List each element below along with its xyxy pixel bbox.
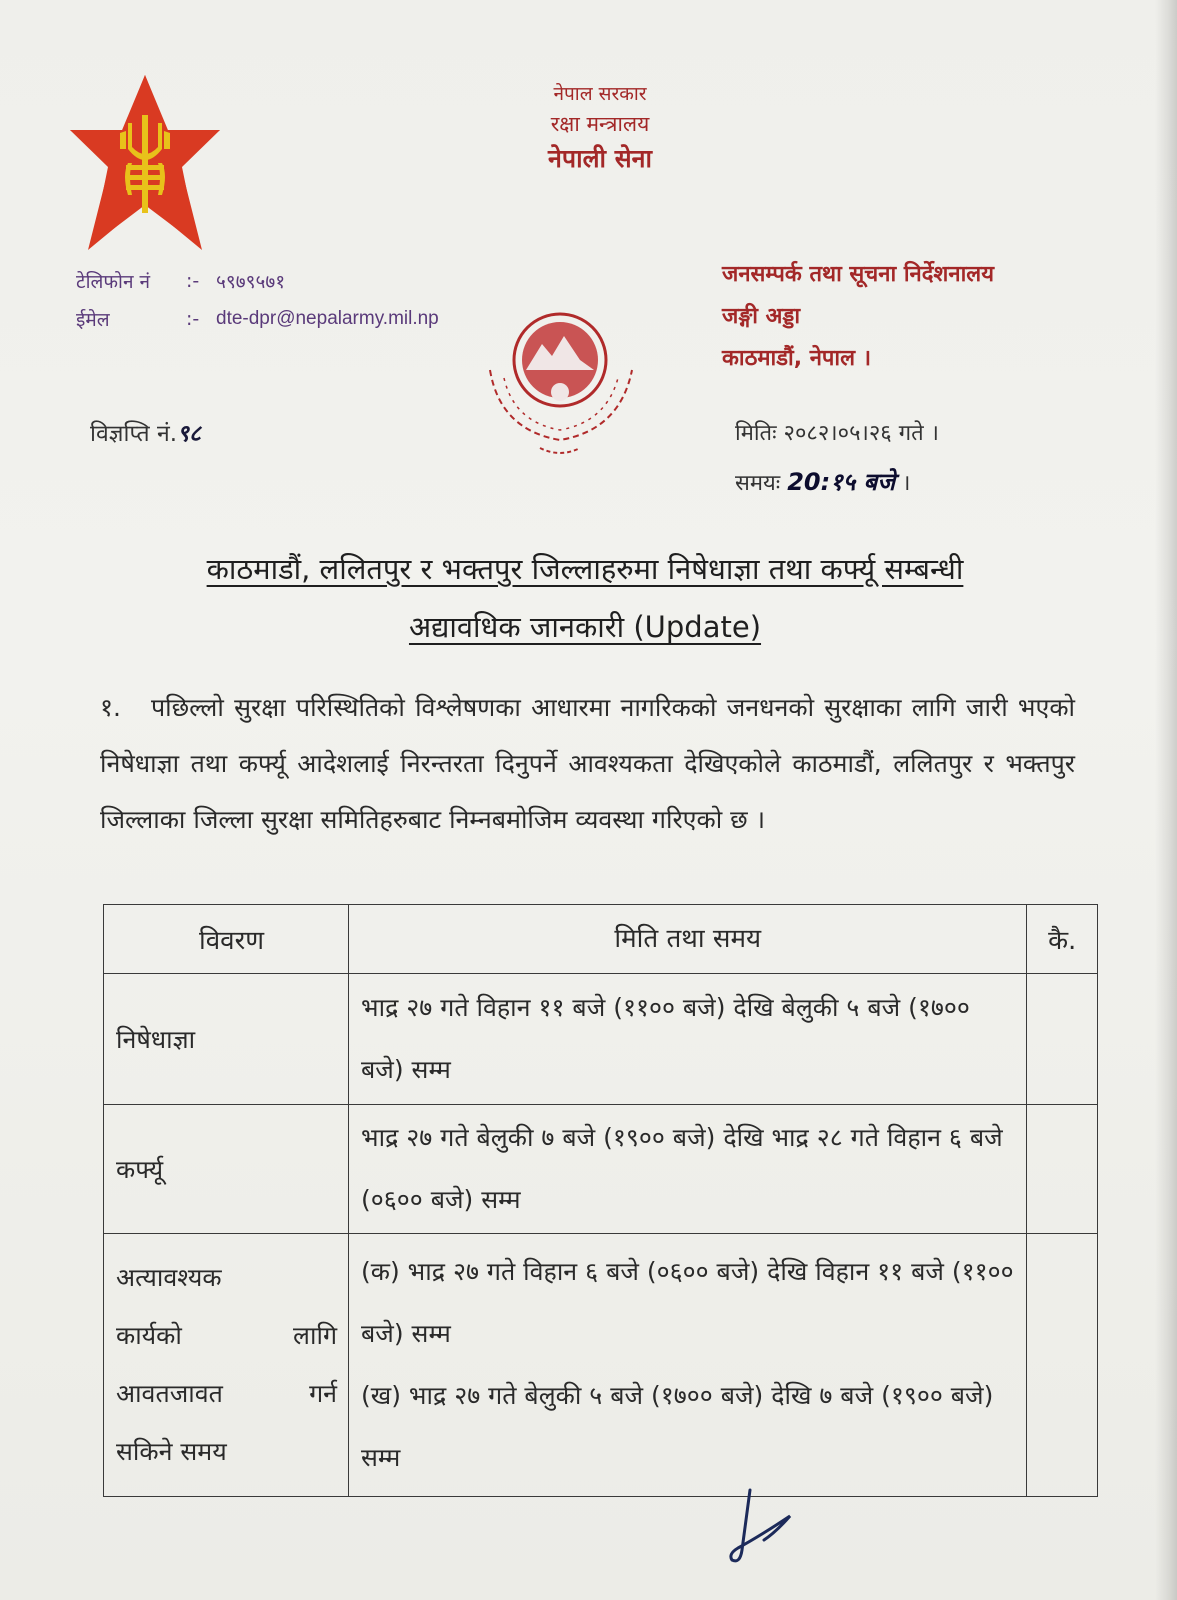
phone-separator: :- [186,270,200,292]
row-item-word: गर्न [309,1379,338,1408]
time-label: समयः [735,471,781,496]
date-value: २०८२।०५।२६ गते । [783,421,939,446]
row-item: निषेधाज्ञा [104,974,349,1105]
contact-block [76,262,439,338]
email-label: ईमेल [76,309,110,331]
phone-value: ५९७९५७१ [216,271,286,293]
notice-number [90,416,201,448]
row-item [104,1234,349,1497]
time-value: 20:१५ बजे [787,468,896,496]
department-city: काठमाडौं, नेपाल । [722,346,872,371]
email-value: dte-dpr@nepalarmy.mil.np [216,308,439,329]
row-item-line: अत्यावश्यक [116,1263,222,1292]
organization-name: नेपाली सेना [548,144,652,173]
title-line-1: काठमाडौं, ललितपुर र भक्तपुर जिल्लाहरुमा निषेधाज्ञा तथा कर्फ्यू सम्बन्धी [206,552,964,586]
department-seal-icon [470,300,650,465]
title-line-2: अद्यावधिक जानकारी (Update) [408,610,762,644]
ministry-name: रक्षा मन्त्रालय [550,112,650,136]
department-block [722,254,994,380]
row-time: भाद्र २७ गते विहान ११ बजे (११०० बजे) देखि बेलुकी ५ बजे (१७०० बजे) सम्म [349,974,1027,1105]
row-item: कर्फ्यू [104,1105,349,1234]
header-item: विवरण [104,905,349,974]
table-row [104,974,1098,1105]
date-label: मितिः [735,421,777,446]
row-remark [1027,1105,1098,1234]
table-row [104,1105,1098,1234]
paragraph-number: १. [100,693,121,722]
header-datetime: मिति तथा समय [349,905,1027,974]
row-item-word: आवतजावत [116,1379,223,1408]
nepal-army-emblem-icon [70,75,220,250]
row-remark [1027,1234,1098,1497]
document-title [60,540,1110,656]
time-end: । [902,471,911,496]
body-paragraph [100,680,1075,848]
row-time-option-a: (क) भाद्र २७ गते विहान ६ बजे (०६०० बजे) देखि विहान ११ बजे (११०० बजे) सम्म [361,1257,1014,1348]
row-item-word: लागि [293,1321,338,1350]
department-name: जनसम्पर्क तथा सूचना निर्देशनालय [722,262,994,287]
signature-icon [720,1480,810,1570]
paragraph-text: पछिल्लो सुरक्षा परिस्थितिको विश्लेषणका आधारमा नागरिकको जनधनको सुरक्षाका लागि जारी भएको निषेधाज्ञा तथा कर्फ्यू आदेशलाई निरन्तरता दिनुपर्ने आवश्यकता देखिएकोले काठमाडौं, ललितपुर र भक्तपुर जिल्लाका जिल्ला सुरक्षा समितिहरुबाट निम्नबमोजिम व्यवस्था गरिएको छ । [100,693,1075,834]
row-time [349,1234,1027,1497]
notice-label: विज्ञप्ति नं. [90,421,178,447]
date-time-block [735,410,939,508]
header-remark: कै. [1027,905,1098,974]
row-remark [1027,974,1098,1105]
page-edge-shadow [1155,0,1177,1600]
row-time: भाद्र २७ गते बेलुकी ७ बजे (१९०० बजे) देखि भाद्र २८ गते विहान ६ बजे (०६०० बजे) सम्म [349,1105,1027,1234]
government-header [480,80,720,178]
table-header-row [104,905,1098,974]
row-time-option-b: (ख) भाद्र २७ गते बेलुकी ५ बजे (१७०० बजे) देखि ७ बजे (१९०० बजे) सम्म [361,1381,994,1472]
government-name: नेपाल सरकार [553,83,647,105]
table-row [104,1234,1098,1497]
phone-label: टेलिफोन नं [76,271,151,293]
row-item-line: सकिने समय [116,1437,227,1466]
notice-number-value: ९८ [177,421,201,447]
schedule-table [103,904,1098,1497]
email-separator: :- [186,308,200,330]
department-location: जङ्गी अड्डा [722,304,801,329]
row-item-word: कार्यको [116,1321,182,1350]
